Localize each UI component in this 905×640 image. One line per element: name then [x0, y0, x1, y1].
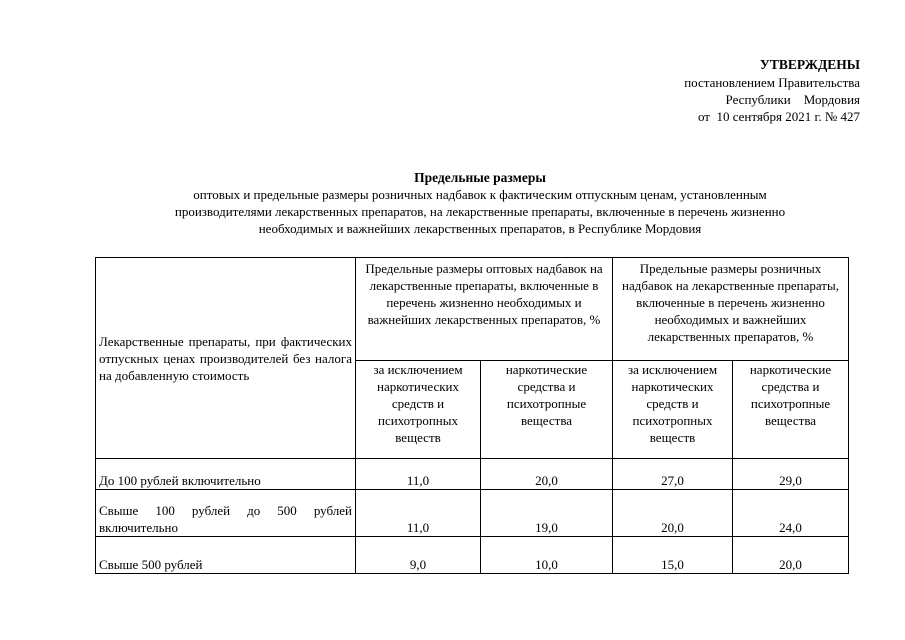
row-label: До 100 рублей включительно [96, 459, 356, 490]
row-label: Свыше 500 рублей [96, 537, 356, 574]
retail-group-header: Предельные размеры розничных надбавок на лекарственные препараты, включенные в перечень жизненно необходимых и важнейших лекарственных препаратов, % [613, 258, 849, 361]
table-header-row [96, 258, 849, 361]
approval-line-1: постановлением Правительства [684, 75, 860, 90]
retail-narcotic-header: наркотические средства и психотропные вещества [733, 361, 849, 459]
value-cell: 10,0 [481, 537, 613, 574]
approval-block [684, 56, 860, 125]
value-cell: 20,0 [613, 490, 733, 537]
approval-heading: УТВЕРЖДЕНЫ [759, 57, 860, 72]
value-cell: 20,0 [481, 459, 613, 490]
value-cell: 19,0 [481, 490, 613, 537]
title-line-2: производителями лекарственных препаратов, на лекарственные препараты, включенные в перечень жизненно [174, 204, 786, 219]
value-cell: 15,0 [613, 537, 733, 574]
retail-except-header: за исключением наркотических средств и психотропных веществ [613, 361, 733, 459]
title-line-3: необходимых и важнейших лекарственных препаратов, в Республике Мордовия [258, 221, 702, 236]
value-cell: 29,0 [733, 459, 849, 490]
approval-line-2: Республики Мордовия [725, 92, 860, 107]
value-cell: 11,0 [356, 490, 481, 537]
value-cell: 24,0 [733, 490, 849, 537]
table-row [96, 537, 849, 574]
row-label: Свыше 100 рублей до 500 рублей включительно [96, 490, 356, 537]
row-header-cell: Лекарственные препараты, при фактических отпускных ценах производителей без налога на добавленную стоимость [96, 258, 356, 459]
wholesale-narcotic-header: наркотические средства и психотропные вещества [481, 361, 613, 459]
table-row [96, 490, 849, 537]
title-line-1: оптовых и предельные размеры розничных надбавок к фактическим отпускным ценам, установленным [193, 187, 767, 202]
approval-line-3: от 10 сентября 2021 г. № 427 [697, 109, 860, 124]
document-title [60, 169, 900, 237]
markup-table [95, 257, 849, 574]
value-cell: 11,0 [356, 459, 481, 490]
value-cell: 9,0 [356, 537, 481, 574]
value-cell: 20,0 [733, 537, 849, 574]
value-cell: 27,0 [613, 459, 733, 490]
title-heading: Предельные размеры [414, 170, 546, 185]
wholesale-group-header: Предельные размеры оптовых надбавок на лекарственные препараты, включенные в перечень жизненно необходимых и важнейших лекарственных препаратов, % [356, 258, 613, 361]
table-row [96, 459, 849, 490]
wholesale-except-header: за исключением наркотических средств и психотропных веществ [356, 361, 481, 459]
